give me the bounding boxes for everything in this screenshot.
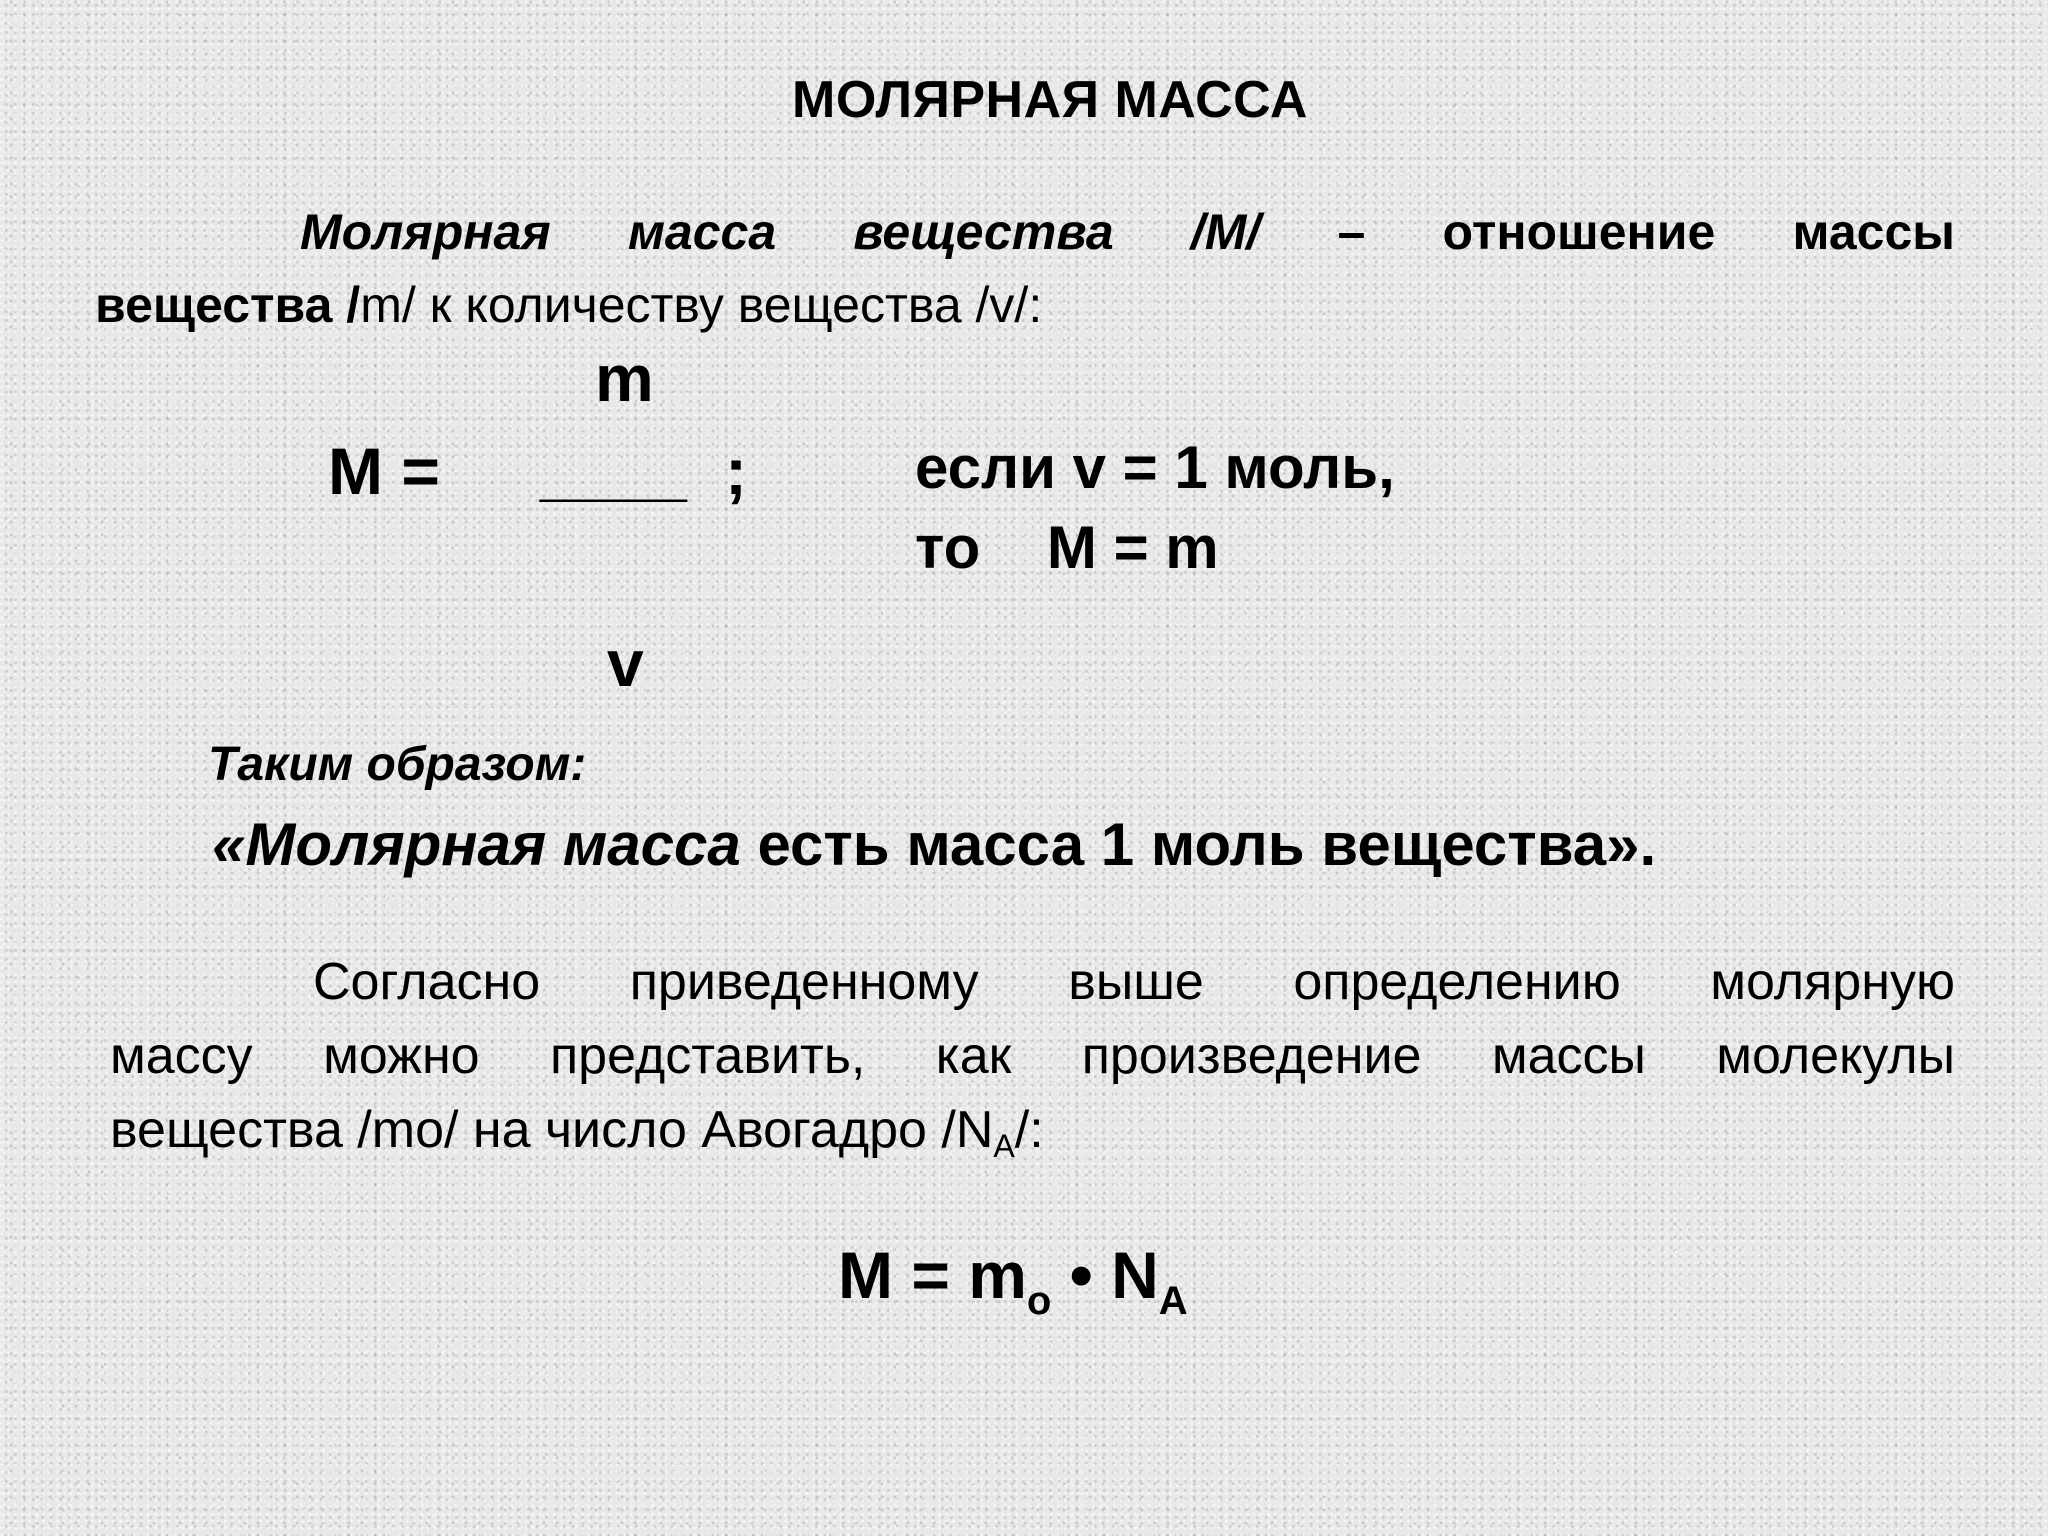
final-formula-part-1: M = m [838,1238,1027,1312]
definition-line-2 [95,276,1042,334]
definition-word: Молярная [300,204,551,260]
quote-period: . [1639,811,1657,878]
paragraph-line-3-prefix: вещества /mo/ на число Авогадро /N [110,1101,994,1159]
paragraph-line-3-suffix: /: [1014,1101,1044,1159]
definition-bold-part: вещества / [95,277,361,333]
paragraph-line-2 [110,1019,1955,1093]
slide-title: МОЛЯРНАЯ МАССА [792,71,1308,129]
definition-word: – [1337,204,1366,260]
condition-line-2: то M = m [915,514,1219,581]
final-formula-subscript-o: o [1026,1279,1052,1323]
paragraph-word: выше [1068,953,1204,1011]
definition-line-1 [300,203,1955,261]
paragraph-word: молярную [1710,953,1955,1011]
paragraph-line-1 [110,945,1955,1019]
condition-line-1: если v = 1 моль, [915,434,1395,501]
paragraph-word: молекулы [1716,1027,1955,1085]
paragraph-word: массу [110,1027,253,1085]
final-formula [838,1237,1188,1324]
formula-fraction-bar: ____ [540,434,687,508]
quote-bold-part: есть масса 1 моль вещества» [740,811,1640,878]
paragraph-line-3 [110,1093,1955,1183]
paragraph-word: произведение [1081,1027,1422,1085]
definition-word: /М/ [1190,204,1261,260]
paragraph-word: представить, [550,1027,866,1085]
final-formula-part-2: • N [1051,1238,1159,1312]
paragraph-word: Согласно [313,953,541,1011]
definition-word: массы [1792,204,1955,260]
conclusion-intro: Таким образом: [208,738,587,791]
formula-semicolon: ; [725,434,747,508]
formula-denominator: v [607,626,644,700]
conclusion-quote [212,810,1656,879]
formula-lhs: M = [328,434,440,508]
formula-numerator: m [595,341,654,415]
definition-word: масса [627,204,777,260]
paragraph-word: как [935,1027,1012,1085]
definition-word: отношение [1442,204,1716,260]
definition-word: вещества [853,204,1114,260]
avogadro-subscript: A [993,1128,1015,1164]
paragraph-word: можно [323,1027,480,1085]
explanation-paragraph [110,945,1955,1183]
paragraph-word: массы [1491,1027,1646,1085]
paragraph-word: приведенному [629,953,979,1011]
definition-regular-part: m/ к количеству вещества /v/: [360,277,1043,333]
quote-italic-part: «Молярная масса [212,811,741,878]
paragraph-word: определению [1293,953,1621,1011]
final-formula-subscript-a: A [1158,1279,1188,1323]
